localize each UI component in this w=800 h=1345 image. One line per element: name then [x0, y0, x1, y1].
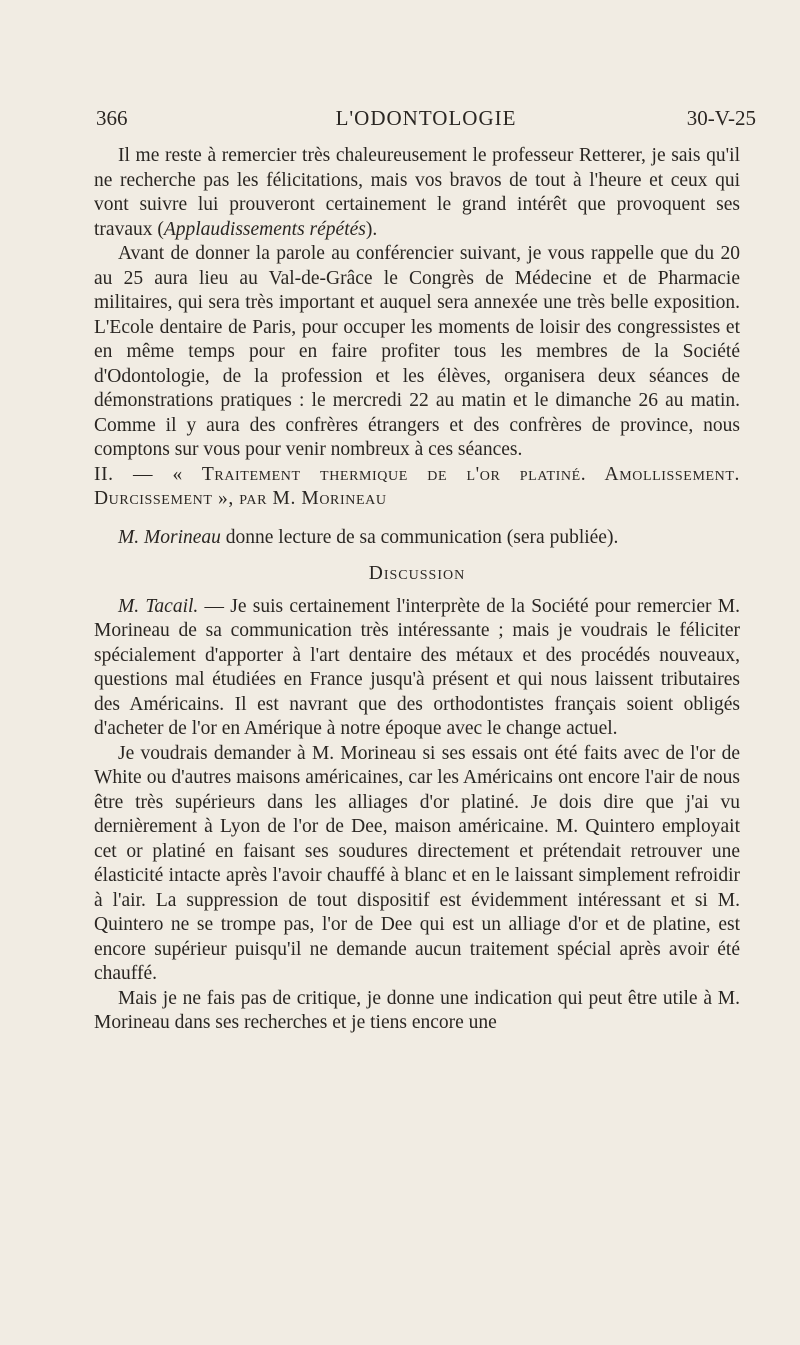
journal-title: L'ODONTOLOGIE — [335, 106, 517, 130]
paragraph-congress: Avant de donner la parole au conférencier suivant, je vous rappelle que du 20 au 25 aura lieu au Val-de-Grâce le Congrès de Médecine et de Pharmacie militaires, qui sera très important et auquel sera annexée une très belle exposition. L'Ecole dentaire de Paris, pour occuper les moments de loisir des congressistes et en même temps pour en faire profiter tous les membres de la Société d'Odontologie, de la profession et les élèves, organisera deux séances de démonstrations pratiques : le mercredi 22 au matin et le dimanche 26 au matin. Comme il y aura des confrères étrangers et des confrères de province, nous comptons sur vous pour venir nombreux à ces séances. — [94, 243, 740, 460]
paragraph-question: Je voudrais demander à M. Morineau si ses essais ont été faits avec de l'or de White ou d'autres maisons américaines, car les Américains ont encore l'air de nous être très supérieurs dans les alliages d'or platiné. Je dois dire que j'ai vu dernièrement à Lyon de l'or de Dee, maison américaine. M. Quintero employait cet or platiné en faisant ses soudures directement et prétendait retrouver une élasticité intacte après l'avoir chauffé à blanc et en le laissant simplement refroidir à l'air. La suppression de tout dispositif est évidemment intéressant et si M. Quintero ne se trompe pas, l'or de Dee qui est un alliage d'or et de platine, est encore supérieur puisqu'il ne demande aucun traitement spécial après avoir été chauffé. — [94, 742, 740, 984]
paragraph-thanks-text: Il me reste à remercier très chaleureusement le professeur Retterer, je sais qu'il ne recherche pas les félicitations, mais vos bravos de tout à l'heure et ceux qui vont suivre lui prouveront certainement le grand intérêt que provoquent ses travaux ( — [94, 145, 740, 240]
running-header — [96, 106, 756, 136]
applause-note: Applaudissements répétés — [163, 218, 366, 240]
paragraph-reading — [94, 526, 740, 551]
speaker-name-tacail: M. Tacail. — [118, 595, 199, 617]
paragraph-thanks — [94, 144, 740, 242]
paragraph-tacail-text: — Je suis certainement l'interprète de la Société pour remercier M. Morineau de sa communication très intéressante ; mais je voudrais le féliciter spécialement d'apporter à l'art dentaire des métaux et des procédés nouveaux, questions mal étudiées en France jusqu'à présent et qui nous laissent tributaires des Américains. Il est navrant que des orthodontistes français soient obligés d'acheter de l'or en Amérique à notre époque avec le change actuel. — [94, 595, 740, 739]
page-number: 366 — [96, 106, 128, 130]
paragraph-closing: Mais je ne fais pas de critique, je donne une indication qui peut être utile à M. Morineau dans ses recherches et je tiens encore une — [94, 987, 740, 1033]
paragraph-reading-text: donne lecture de sa communication (sera publiée). — [220, 526, 619, 548]
section-heading: II. — « Traitement thermique de l'or platiné. Amollissement. Durcissement », par M. Morineau — [94, 463, 740, 509]
page-body — [94, 144, 740, 1036]
discussion-heading: Discussion — [368, 563, 466, 584]
paragraph-tacail — [94, 595, 740, 742]
issue-date: 30-V-25 — [686, 106, 756, 130]
speaker-name: M. Morineau — [118, 526, 221, 548]
paragraph-thanks-end: ). — [365, 218, 378, 240]
